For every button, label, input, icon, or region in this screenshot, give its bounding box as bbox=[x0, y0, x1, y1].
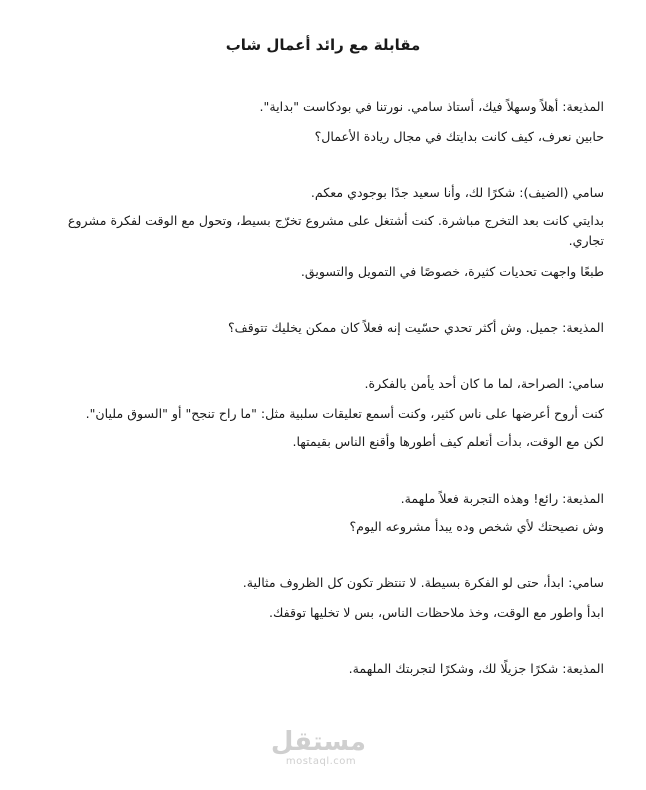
paragraph: وش نصيحتك لأي شخص وده يبدأ مشروعه اليوم؟ bbox=[349, 519, 604, 534]
paragraph: حابين نعرف، كيف كانت بدايتك في مجال ريادة الأعمال؟ bbox=[314, 129, 604, 144]
paragraph: المذيعة: شكرًا جزيلًا لك، وشكرًا لتجربتك الملهمة. bbox=[348, 661, 604, 676]
paragraph: المذيعة: رائع! وهذه التجربة فعلاً ملهمة. bbox=[400, 491, 604, 506]
paragraph: المذيعة: جميل. وش أكثر تحدي حسّيت إنه فعلاً كان ممكن يخليك تتوقف؟ bbox=[227, 320, 604, 335]
paragraph: لكن مع الوقت، بدأت أتعلم كيف أطورها وأقنع الناس بقيمتها. bbox=[292, 434, 604, 449]
document-title: مقابلة مع رائد أعمال شاب bbox=[225, 36, 421, 54]
paragraph: ابدأ واطور مع الوقت، وخذ ملاحظات الناس، بس لا تخليها توقفك. bbox=[268, 605, 604, 620]
paragraph: سامي (الضيف): شكرًا لك، وأنا سعيد جدًا بوجودي معكم. bbox=[310, 185, 604, 200]
paragraph: المذيعة: أهلاً وسهلاً فيك، أستاذ سامي. نورتنا في بودكاست "بداية". bbox=[259, 99, 604, 114]
paragraph: سامي: ابدأ، حتى لو الفكرة بسيطة. لا تنتظر تكون كل الظروف مثالية. bbox=[242, 575, 604, 590]
watermark-logo-text: مستقل bbox=[270, 727, 366, 757]
paragraph: طبعًا واجهت تحديات كثيرة، خصوصًا في التمويل والتسويق. bbox=[300, 264, 604, 279]
paragraph: سامي: الصراحة، لما ما كان أحد يأمن بالفكرة. bbox=[364, 376, 604, 391]
watermark-url: mostaql.com bbox=[285, 756, 357, 767]
paragraph: كنت أروح أعرضها على ناس كثير، وكنت أسمع تعليقات سلبية مثل: "ما راح تنجح" أو "السوق مليان". bbox=[85, 406, 604, 421]
paragraph: بدايتي كانت بعد التخرج مباشرة. كنت أشتغل على مشروع تخرّج بسيط، وتحول مع الوقت لفكرة مشروع تجاري. bbox=[67, 213, 604, 248]
mostaql-watermark bbox=[270, 727, 366, 768]
